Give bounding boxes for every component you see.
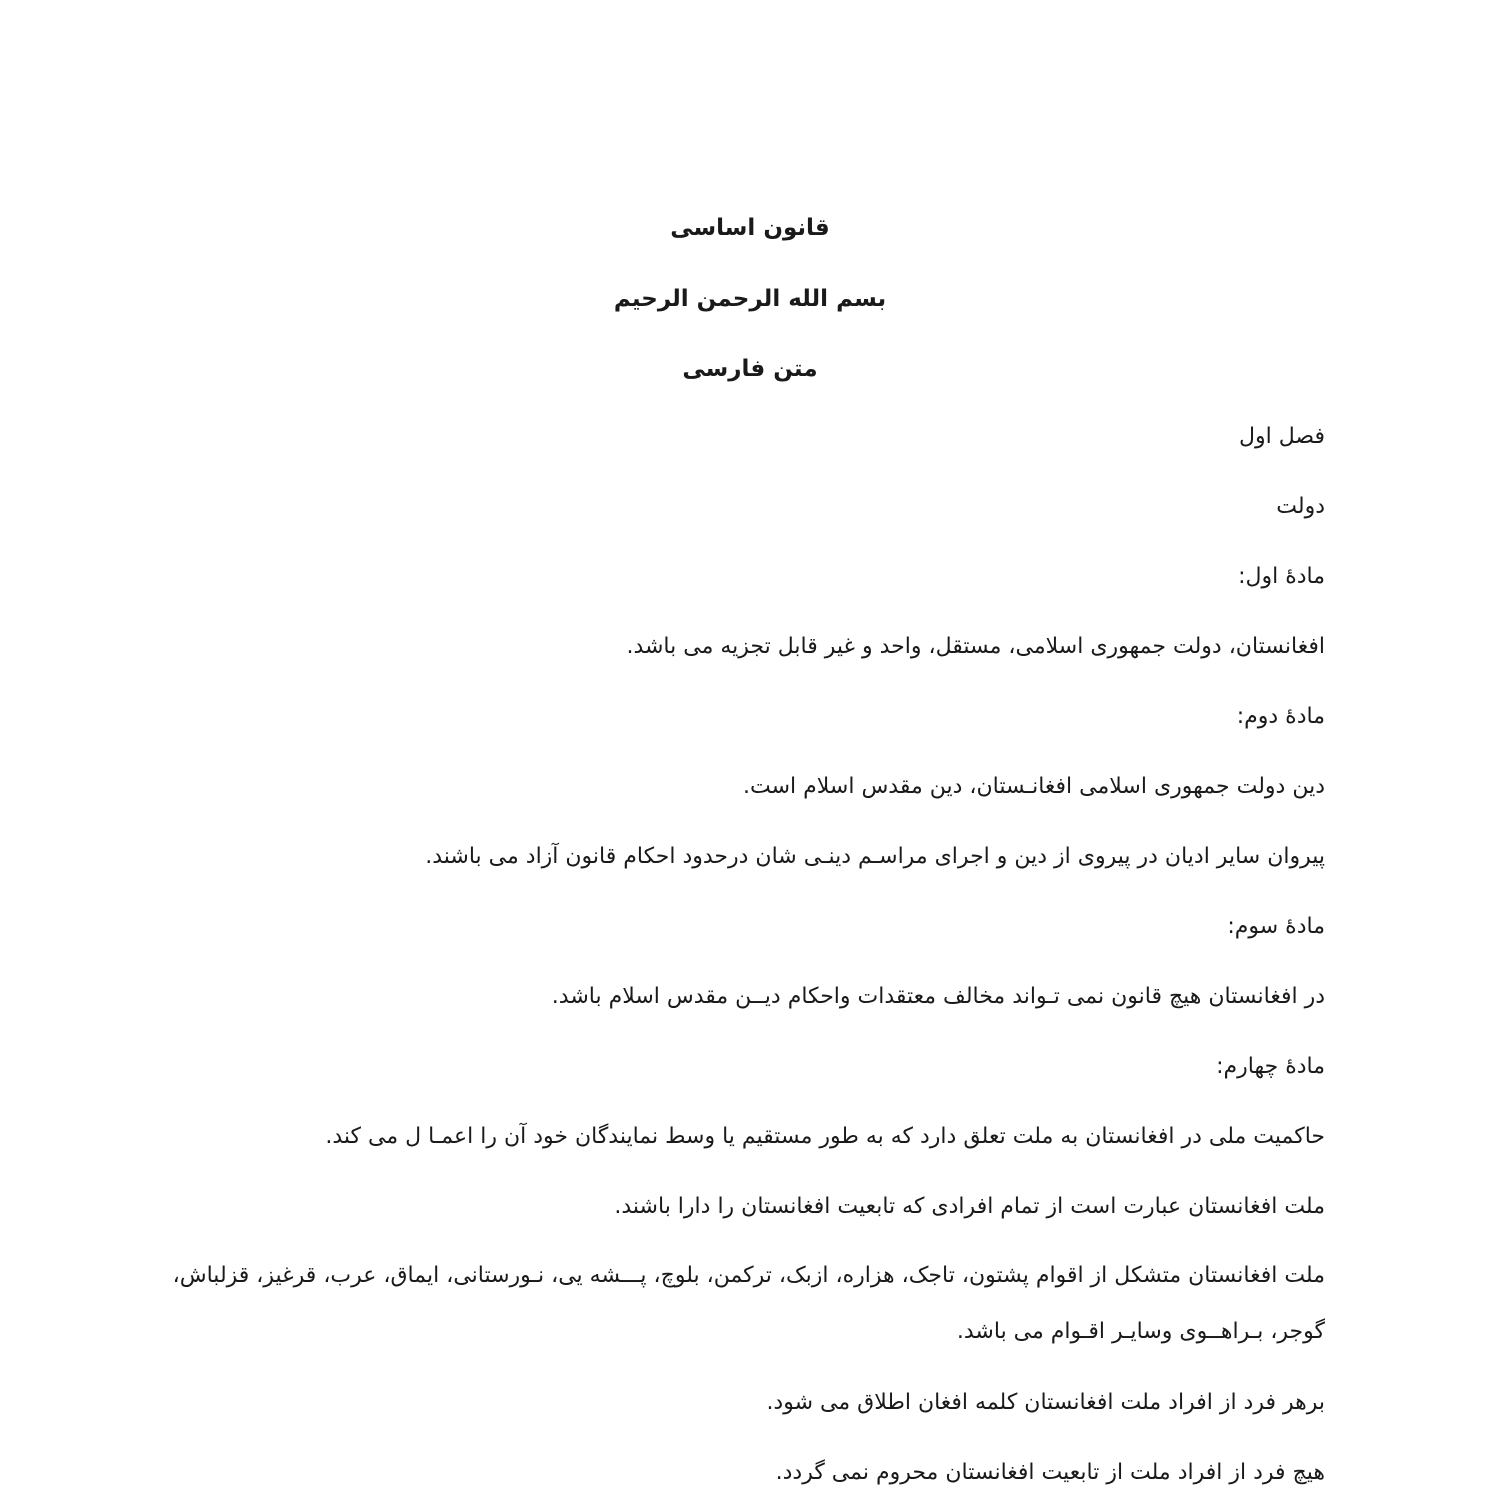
article-2-heading: مادۀ دوم: bbox=[1236, 704, 1325, 729]
article-4-text-4: برهر فرد از افراد ملت افغانستان کلمه افغان اطلاق می شود. bbox=[766, 1390, 1325, 1415]
article-2-text-2: پیروان سایر ادیان در پیروی از دین و اجرای مراسـم دینـی شان درحدود احکام قانون آزاد می باشند. bbox=[425, 844, 1325, 869]
bismillah-heading: بسم الله الرحمن الرحیم bbox=[613, 286, 887, 312]
article-4-text-1: حاکمیت ملی در افغانستان به ملت تعلق دارد که به طور مستقیم یا وسط نمایندگان خود آن را اعمـا ل می کند. bbox=[325, 1124, 1325, 1149]
article-4-text-5: هیچ فرد از افراد ملت از تابعیت افغانستان محروم نمی گردد. bbox=[775, 1460, 1325, 1485]
article-2-text-1: دین دولت جمهوری اسلامی افغانـستان، دین مقدس اسلام است. bbox=[743, 774, 1325, 799]
article-3-heading: مادۀ سوم: bbox=[1227, 914, 1325, 939]
chapter-name: دولت bbox=[1276, 494, 1325, 519]
article-4-text-3: ملت افغانستان متشکل از اقوام پشتون، تاجک، هزاره، ازبک، ترکمن، بلوچ، پـــشه یی، نـورستانی، ایماق، عرب، قرغیز، قزلباش، گوجر، بـراهــوی وسایـر اقـوام می باشد. bbox=[172, 1263, 1325, 1344]
article-4-heading: مادۀ چهارم: bbox=[1216, 1054, 1325, 1079]
article-4-text-2: ملت افغانستان عبارت است از تمام افرادی که تابعیت افغانستان را دارا باشند. bbox=[614, 1194, 1325, 1219]
article-1-text: افغانستان، دولت جمهوری اسلامی، مستقل، واحد و غیر قابل تجزیه می باشد. bbox=[626, 634, 1325, 659]
article-3-text: در افغانستان هیچ قانون نمی تـواند مخالف معتقدات واحکام دیــن مقدس اسلام باشد. bbox=[551, 984, 1325, 1009]
article-1-heading: مادۀ اول: bbox=[1238, 564, 1325, 589]
document-subtitle: متن فارسی bbox=[682, 356, 818, 382]
chapter-heading: فصل اول bbox=[1239, 424, 1325, 449]
document-title: قانون اساسی bbox=[670, 215, 830, 241]
